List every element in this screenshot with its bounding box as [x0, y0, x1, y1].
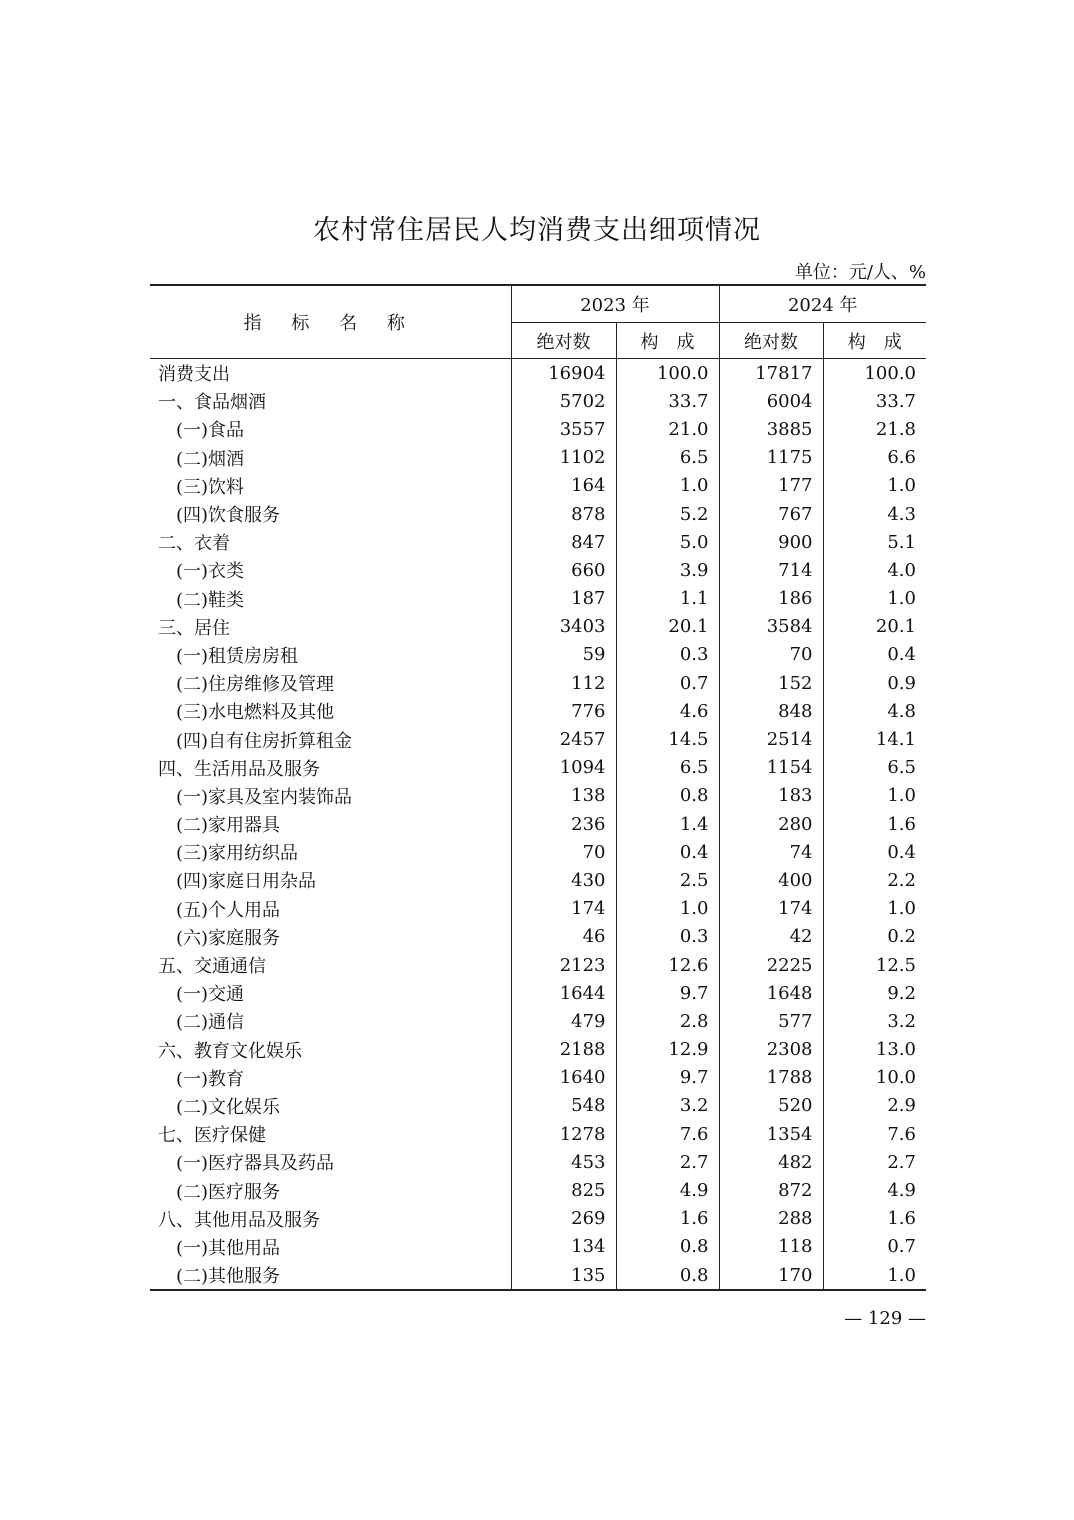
cell-abs-2023: 236: [511, 810, 616, 838]
cell-comp-2024: 1.0: [887, 1264, 916, 1286]
cell-abs-2023: 2123: [511, 951, 616, 979]
cell-abs-2023: 1102: [511, 444, 616, 472]
row-label: (三)水电燃料及其他: [150, 697, 511, 725]
cell-abs-2024: 3885: [719, 415, 823, 443]
row-label: (二)烟酒: [150, 444, 511, 472]
cell-comp-2024: 2.2: [887, 869, 916, 891]
cell-abs-2023: 5702: [511, 387, 616, 415]
table-row: [150, 472, 926, 500]
row-label: (一)医疗器具及药品: [150, 1148, 511, 1176]
cell-abs-2023: 825: [511, 1176, 616, 1204]
table-row: [150, 979, 926, 1007]
cell-abs-2023: 2188: [511, 1036, 616, 1064]
header-year-2024: 2024 年: [719, 285, 926, 323]
table-row: [150, 500, 926, 528]
cell-comp-2023: 1.0: [616, 472, 719, 500]
cell-abs-2024: 848: [719, 697, 823, 725]
table-row: [150, 1261, 926, 1290]
cell-comp-2024: 9.2: [887, 982, 916, 1004]
cell-comp-2024: 4.3: [887, 503, 916, 525]
cell-comp-2024: 3.2: [887, 1010, 916, 1032]
cell-abs-2024: 767: [719, 500, 823, 528]
cell-abs-2023: 3557: [511, 415, 616, 443]
cell-abs-2023: 1640: [511, 1064, 616, 1092]
table-row: [150, 951, 926, 979]
cell-comp-2023: 1.6: [616, 1205, 719, 1233]
row-label: (一)家具及室内装饰品: [150, 782, 511, 810]
table-row: [150, 1205, 926, 1233]
row-label: 消费支出: [150, 359, 511, 388]
row-label: 六、教育文化娱乐: [150, 1036, 511, 1064]
table-body: [150, 359, 926, 1291]
cell-abs-2023: 16904: [511, 359, 616, 388]
cell-comp-2024: 2.9: [887, 1095, 916, 1117]
cell-abs-2024: 174: [719, 895, 823, 923]
cell-comp-2023: 20.1: [616, 613, 719, 641]
table-row: [150, 754, 926, 782]
cell-comp-2024: 0.2: [887, 926, 916, 948]
table-row: [150, 725, 926, 753]
cell-abs-2023: 46: [511, 923, 616, 951]
cell-comp-2024: 1.0: [887, 785, 916, 807]
cell-comp-2024: 0.4: [887, 644, 916, 666]
row-label: (六)家庭服务: [150, 923, 511, 951]
table-row: [150, 866, 926, 894]
cell-abs-2024: 74: [719, 838, 823, 866]
cell-comp-2023: 2.8: [616, 1007, 719, 1035]
row-label: (三)饮料: [150, 472, 511, 500]
row-label: (二)医疗服务: [150, 1176, 511, 1204]
row-label: (二)通信: [150, 1007, 511, 1035]
cell-abs-2023: 70: [511, 838, 616, 866]
cell-abs-2023: 660: [511, 556, 616, 584]
row-label: (一)租赁房房租: [150, 641, 511, 669]
cell-abs-2024: 1648: [719, 979, 823, 1007]
header-indicator-name: 指 标 名 称: [150, 285, 511, 359]
cell-abs-2024: 42: [719, 923, 823, 951]
cell-abs-2024: 177: [719, 472, 823, 500]
row-label: (四)家庭日用杂品: [150, 866, 511, 894]
header-abs-2024: 绝对数: [719, 323, 823, 359]
row-label: (二)住房维修及管理: [150, 669, 511, 697]
row-label: 三、居住: [150, 613, 511, 641]
cell-comp-2023: 5.0: [616, 528, 719, 556]
row-label: (一)交通: [150, 979, 511, 1007]
cell-abs-2023: 479: [511, 1007, 616, 1035]
row-label: (二)鞋类: [150, 585, 511, 613]
row-label: (四)自有住房折算租金: [150, 725, 511, 753]
table-row: [150, 697, 926, 725]
table-row: [150, 1036, 926, 1064]
cell-abs-2024: 1175: [719, 444, 823, 472]
cell-comp-2024: 100.0: [864, 362, 916, 384]
cell-abs-2023: 1644: [511, 979, 616, 1007]
table-row: [150, 613, 926, 641]
cell-abs-2023: 164: [511, 472, 616, 500]
cell-comp-2024: 33.7: [875, 390, 916, 412]
cell-abs-2024: 482: [719, 1148, 823, 1176]
table-row: [150, 641, 926, 669]
row-label: (四)饮食服务: [150, 500, 511, 528]
cell-abs-2023: 135: [511, 1261, 616, 1290]
cell-abs-2024: 186: [719, 585, 823, 613]
table-row: [150, 1064, 926, 1092]
row-label: (一)食品: [150, 415, 511, 443]
row-label: 五、交通通信: [150, 951, 511, 979]
cell-abs-2024: 6004: [719, 387, 823, 415]
cell-abs-2024: 577: [719, 1007, 823, 1035]
cell-comp-2024: 12.5: [875, 954, 916, 976]
table-row: [150, 1148, 926, 1176]
cell-abs-2023: 1094: [511, 754, 616, 782]
cell-abs-2023: 174: [511, 895, 616, 923]
cell-comp-2023: 3.9: [616, 556, 719, 584]
table-row: [150, 1120, 926, 1148]
table-row: [150, 810, 926, 838]
row-label: (一)教育: [150, 1064, 511, 1092]
cell-abs-2024: 70: [719, 641, 823, 669]
cell-comp-2023: 5.2: [616, 500, 719, 528]
cell-comp-2023: 1.4: [616, 810, 719, 838]
cell-comp-2023: 33.7: [616, 387, 719, 415]
cell-comp-2024: 20.1: [875, 616, 916, 638]
cell-comp-2024: 4.0: [887, 559, 916, 581]
cell-abs-2024: 280: [719, 810, 823, 838]
cell-abs-2023: 2457: [511, 725, 616, 753]
header-abs-2023: 绝对数: [511, 323, 616, 359]
cell-abs-2023: 776: [511, 697, 616, 725]
cell-abs-2023: 112: [511, 669, 616, 697]
cell-comp-2024: 4.9: [887, 1180, 916, 1202]
cell-abs-2024: 1354: [719, 1120, 823, 1148]
header-comp-2023: 构 成: [616, 323, 719, 359]
cell-comp-2023: 6.5: [616, 444, 719, 472]
cell-abs-2024: 2308: [719, 1036, 823, 1064]
table-row: [150, 669, 926, 697]
table-row: [150, 1176, 926, 1204]
cell-abs-2024: 714: [719, 556, 823, 584]
header-year-2023: 2023 年: [511, 285, 719, 323]
row-label: (五)个人用品: [150, 895, 511, 923]
cell-comp-2023: 7.6: [616, 1120, 719, 1148]
header-comp-2024: 构 成: [823, 323, 926, 359]
cell-comp-2024: 1.6: [887, 813, 916, 835]
cell-abs-2024: 288: [719, 1205, 823, 1233]
cell-comp-2023: 0.3: [616, 641, 719, 669]
cell-abs-2024: 118: [719, 1233, 823, 1261]
table-row: [150, 528, 926, 556]
cell-comp-2024: 7.6: [887, 1123, 916, 1145]
row-label: (二)其他服务: [150, 1261, 511, 1290]
row-label: 四、生活用品及服务: [150, 754, 511, 782]
table-row: [150, 1092, 926, 1120]
cell-comp-2023: 4.9: [616, 1176, 719, 1204]
cell-comp-2024: 2.7: [887, 1151, 916, 1173]
cell-abs-2023: 430: [511, 866, 616, 894]
cell-comp-2024: 14.1: [875, 729, 916, 751]
cell-abs-2023: 453: [511, 1148, 616, 1176]
cell-comp-2024: 0.7: [887, 1236, 916, 1258]
row-label: 七、医疗保健: [150, 1120, 511, 1148]
table-row: [150, 556, 926, 584]
cell-comp-2023: 9.7: [616, 979, 719, 1007]
cell-abs-2024: 2514: [719, 725, 823, 753]
cell-abs-2024: 152: [719, 669, 823, 697]
cell-comp-2023: 2.7: [616, 1148, 719, 1176]
unit-note: 单位：元/人、%: [794, 262, 926, 283]
cell-comp-2024: 1.0: [887, 588, 916, 610]
cell-comp-2023: 0.4: [616, 838, 719, 866]
row-label: 二、衣着: [150, 528, 511, 556]
cell-comp-2024: 6.6: [887, 447, 916, 469]
cell-comp-2024: 1.6: [887, 1208, 916, 1230]
cell-abs-2023: 1278: [511, 1120, 616, 1148]
cell-abs-2023: 878: [511, 500, 616, 528]
cell-abs-2023: 548: [511, 1092, 616, 1120]
row-label: (三)家用纺织品: [150, 838, 511, 866]
row-label: (二)家用器具: [150, 810, 511, 838]
cell-comp-2023: 12.6: [616, 951, 719, 979]
cell-comp-2023: 6.5: [616, 754, 719, 782]
cell-comp-2024: 0.9: [887, 672, 916, 694]
cell-comp-2023: 21.0: [616, 415, 719, 443]
row-label: (一)衣类: [150, 556, 511, 584]
cell-abs-2024: 170: [719, 1261, 823, 1290]
cell-abs-2023: 134: [511, 1233, 616, 1261]
cell-comp-2024: 0.4: [887, 841, 916, 863]
cell-comp-2024: 4.8: [887, 700, 916, 722]
table-row: [150, 359, 926, 388]
cell-abs-2024: 1788: [719, 1064, 823, 1092]
table-row: [150, 782, 926, 810]
cell-comp-2023: 2.5: [616, 866, 719, 894]
table-row: [150, 838, 926, 866]
cell-comp-2024: 21.8: [875, 418, 916, 440]
cell-abs-2023: 187: [511, 585, 616, 613]
cell-abs-2024: 2225: [719, 951, 823, 979]
cell-comp-2023: 0.3: [616, 923, 719, 951]
table-row: [150, 1233, 926, 1261]
table-row: [150, 444, 926, 472]
cell-comp-2023: 0.7: [616, 669, 719, 697]
cell-comp-2023: 0.8: [616, 1261, 719, 1290]
cell-comp-2023: 1.0: [616, 895, 719, 923]
table-row: [150, 923, 926, 951]
cell-comp-2023: 0.8: [616, 782, 719, 810]
cell-comp-2023: 14.5: [616, 725, 719, 753]
cell-comp-2023: 9.7: [616, 1064, 719, 1092]
cell-comp-2024: 6.5: [887, 757, 916, 779]
cell-abs-2023: 59: [511, 641, 616, 669]
cell-abs-2024: 1154: [719, 754, 823, 782]
cell-comp-2023: 3.2: [616, 1092, 719, 1120]
cell-comp-2023: 1.1: [616, 585, 719, 613]
cell-comp-2023: 0.8: [616, 1233, 719, 1261]
cell-abs-2023: 269: [511, 1205, 616, 1233]
row-label: 一、食品烟酒: [150, 387, 511, 415]
table-row: [150, 895, 926, 923]
cell-comp-2023: 12.9: [616, 1036, 719, 1064]
page-title: 农村常住居民人均消费支出细项情况: [313, 215, 761, 246]
cell-comp-2023: 100.0: [616, 359, 719, 388]
cell-abs-2023: 138: [511, 782, 616, 810]
page-number: — 129 —: [844, 1308, 926, 1329]
cell-comp-2024: 1.0: [887, 898, 916, 920]
cell-abs-2024: 17817: [719, 359, 823, 388]
cell-comp-2024: 5.1: [887, 531, 916, 553]
consumption-table: [150, 284, 926, 1291]
cell-abs-2023: 847: [511, 528, 616, 556]
table-row: [150, 1007, 926, 1035]
row-label: (一)其他用品: [150, 1233, 511, 1261]
cell-abs-2024: 520: [719, 1092, 823, 1120]
cell-comp-2024: 13.0: [875, 1039, 916, 1061]
cell-abs-2024: 872: [719, 1176, 823, 1204]
row-label: 八、其他用品及服务: [150, 1205, 511, 1233]
cell-abs-2024: 3584: [719, 613, 823, 641]
table-row: [150, 585, 926, 613]
row-label: (二)文化娱乐: [150, 1092, 511, 1120]
cell-abs-2024: 900: [719, 528, 823, 556]
cell-comp-2024: 10.0: [875, 1067, 916, 1089]
cell-abs-2024: 183: [719, 782, 823, 810]
cell-abs-2024: 400: [719, 866, 823, 894]
table-row: [150, 415, 926, 443]
cell-comp-2023: 4.6: [616, 697, 719, 725]
table-row: [150, 387, 926, 415]
cell-comp-2024: 1.0: [887, 475, 916, 497]
cell-abs-2023: 3403: [511, 613, 616, 641]
